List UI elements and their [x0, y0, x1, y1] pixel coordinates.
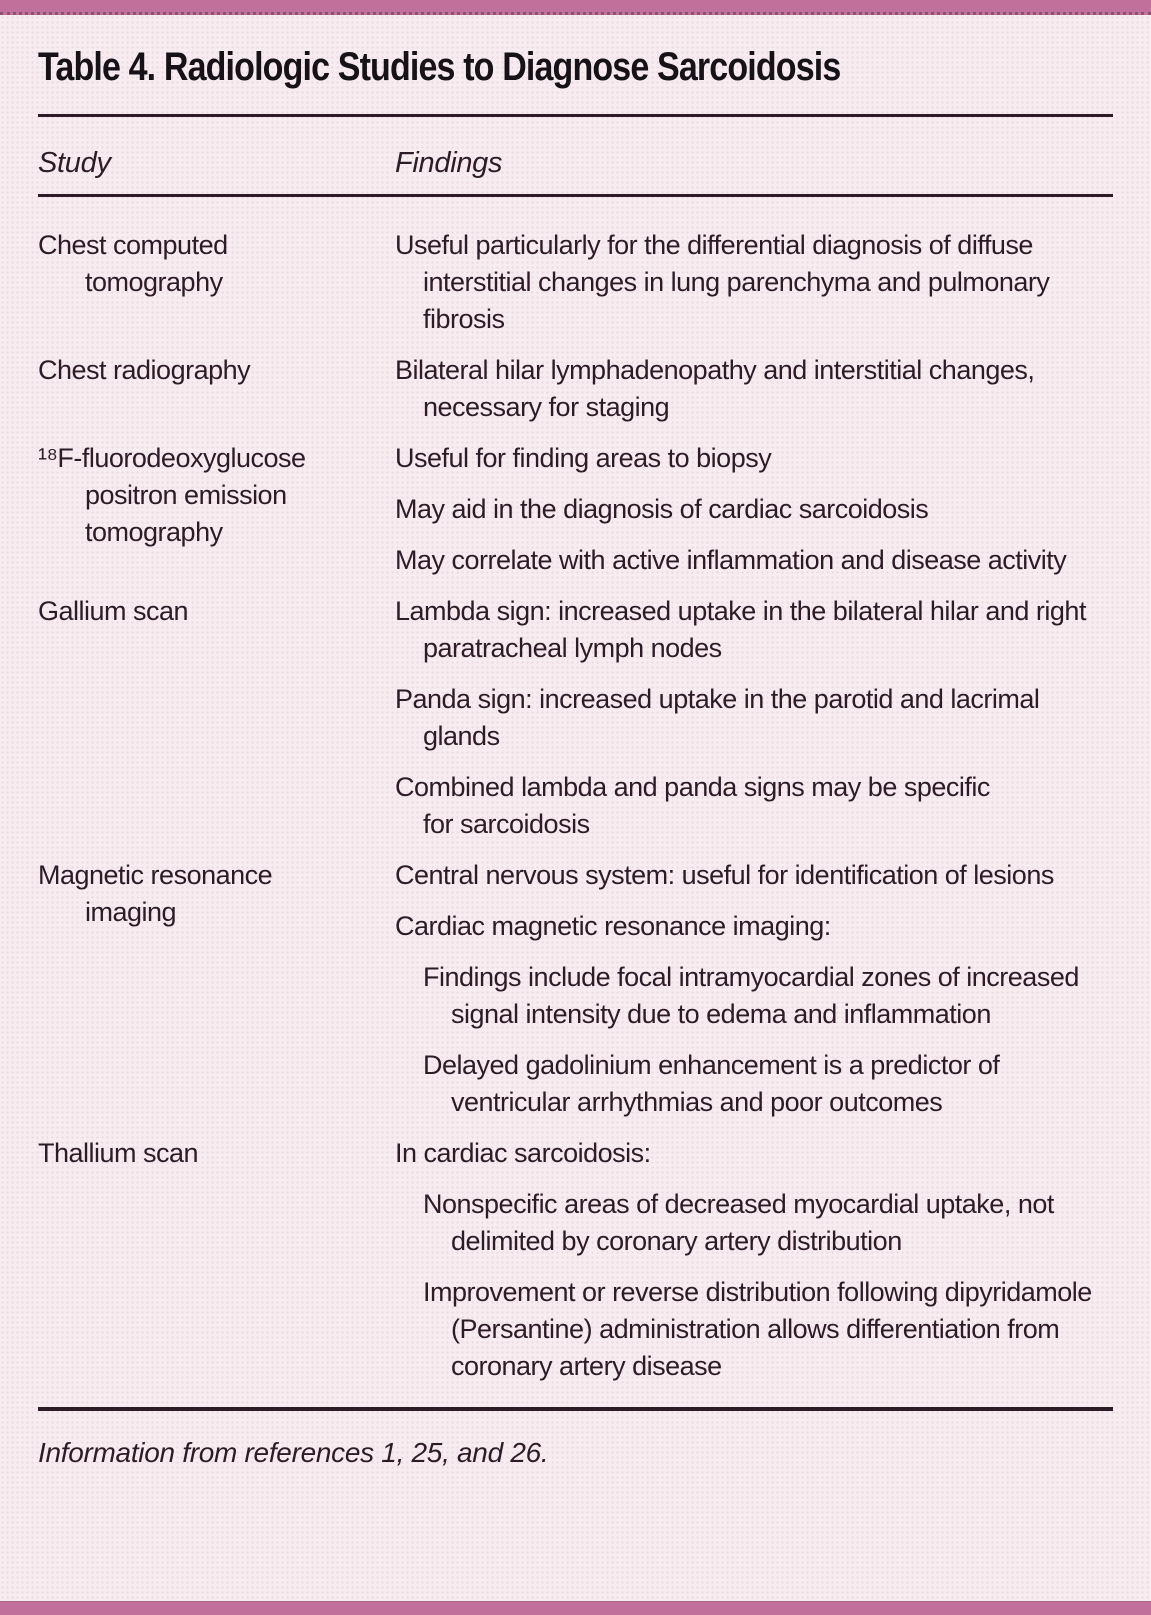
- findings-cell: [395, 227, 1119, 338]
- finding-subparagraph: Findings include focal intramyocardial zones of increased signal intensity due to edema and inflammation: [423, 962, 1079, 1029]
- column-header-row: [38, 147, 1113, 180]
- table-row: [38, 352, 1113, 426]
- table-row: [38, 227, 1113, 338]
- finding-paragraph: Central nervous system: useful for identification of lesions: [395, 860, 1054, 890]
- footnote-rule: [38, 1407, 1113, 1411]
- finding-paragraph: Combined lambda and panda signs may be specific for sarcoidosis: [395, 772, 990, 839]
- study-cell: Thallium scan: [38, 1138, 199, 1168]
- finding-paragraph: Panda sign: increased uptake in the parotid and lacrimal glands: [395, 684, 1040, 751]
- table-row: [38, 593, 1113, 843]
- table-row: [38, 1135, 1113, 1385]
- top-accent-bar: [0, 0, 1151, 15]
- table-title: Table 4. Radiologic Studies to Diagnose Sarcoidosis: [38, 45, 841, 89]
- finding-paragraph: Useful for finding areas to biopsy: [395, 443, 772, 473]
- table-row: [38, 857, 1113, 1121]
- study-cell: Magnetic resonance imaging: [38, 860, 273, 927]
- finding-paragraph: Cardiac magnetic resonance imaging:: [395, 911, 831, 941]
- table-row: [38, 440, 1113, 579]
- study-cell: Chest computed tomography: [38, 230, 228, 297]
- finding-subparagraph: Improvement or reverse distribution following dipyridamole (Persantine) administration allows differentiation from coronary artery disease: [423, 1277, 1092, 1381]
- finding-subparagraph: Nonspecific areas of decreased myocardial uptake, not delimited by coronary artery distribution: [423, 1189, 1054, 1256]
- findings-cell: [395, 352, 1119, 426]
- findings-cell: [395, 440, 1119, 579]
- finding-paragraph: May aid in the diagnosis of cardiac sarcoidosis: [395, 494, 929, 524]
- findings-cell: [395, 593, 1119, 843]
- study-cell: Chest radiography: [38, 355, 251, 385]
- finding-paragraph: Lambda sign: increased uptake in the bilateral hilar and right paratracheal lymph nodes: [395, 596, 1086, 663]
- column-header-study: Study: [38, 147, 111, 179]
- study-cell: Gallium scan: [38, 596, 189, 626]
- table-body: [38, 227, 1113, 1385]
- header-rule: [38, 194, 1113, 197]
- finding-paragraph: Useful particularly for the differential diagnosis of diffuse interstitial changes in lung parenchyma and pulmonary fibrosis: [395, 230, 1050, 334]
- finding-paragraph: May correlate with active inflammation and disease activity: [395, 545, 1067, 575]
- findings-cell: [395, 857, 1119, 1121]
- title-rule: [38, 114, 1113, 117]
- finding-subparagraph: Delayed gadolinium enhancement is a predictor of ventricular arrhythmias and poor outcomes: [423, 1050, 1000, 1117]
- footnote: Information from references 1, 25, and 26.: [38, 1437, 549, 1468]
- findings-cell: [395, 1135, 1119, 1385]
- finding-paragraph: Bilateral hilar lymphadenopathy and interstitial changes, necessary for staging: [395, 355, 1035, 422]
- bottom-accent-bar: [0, 1601, 1151, 1615]
- study-cell: ¹⁸F-fluorodeoxyglucose positron emission tomography: [38, 443, 306, 547]
- finding-paragraph: In cardiac sarcoidosis:: [395, 1138, 651, 1168]
- column-header-findings: Findings: [395, 147, 503, 179]
- table-content: [0, 45, 1151, 1469]
